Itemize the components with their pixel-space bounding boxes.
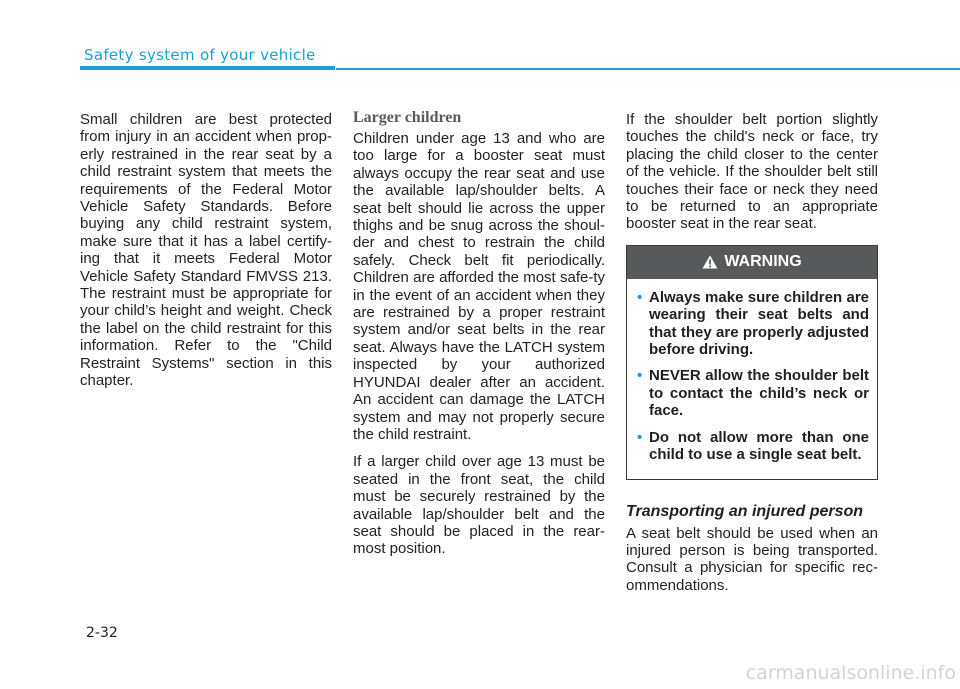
warning-item: • Do not allow more than one child to use a single seat belt. — [637, 428, 869, 464]
bullet-marker: • — [637, 428, 643, 446]
section-header-title: Safety system of your vehicle — [84, 46, 316, 64]
body-paragraph: Small children are best protected from injury in an accident when prop-erly restrained in the rear seat by a child restraint system that meets the requirements of the Federal Motor Vehicle Safety Standards. Before buying any child restraint system, make sure that it has a label certify-ing that it meets Federal Motor Vehicle Safety Standard FMVSS 213. The restraint must be appropriate for your child’s height and weight. Check the label on the child restraint for this information. Refer to the "Child Restraint Systems" section in this chapter. — [80, 111, 332, 390]
warning-list — [637, 289, 869, 464]
warning-box — [626, 245, 878, 480]
column-middle — [353, 109, 605, 568]
body-paragraph: A seat belt should be used when an injured person is being transported. Consult a physician for specific rec-ommendations. — [626, 524, 878, 594]
column-left — [80, 111, 332, 400]
warning-body — [627, 279, 877, 479]
header-rule-thin — [336, 68, 960, 70]
body-paragraph: Children under age 13 and who are too large for a booster seat must always occupy the rear seat and use the available lap/shoulder belts. A seat belt should lie across the upper thighs and be snug across the shoul-der and chest to restrain the child safely. Check belt fit periodically. Children are afforded the most safe-ty in the event of an accident when they are restrained by a proper restraint system and/or seat belts in the rear seat. Always have the LATCH system inspected by your authorized HYUNDAI dealer after an accident. An accident can damage the LATCH system and may not properly secure the child restraint. — [353, 130, 605, 443]
warning-header — [627, 246, 877, 279]
body-paragraph: If a larger child over age 13 must be seated in the front seat, the child must be securely restrained by the available lap/shoulder belt and the seat should be placed in the rear-most position. — [353, 453, 605, 558]
watermark: carmanualsonline.info — [745, 662, 956, 684]
header-rule-thick — [80, 66, 335, 70]
bullet-marker: • — [637, 288, 643, 306]
warning-item: • Always make sure children are wearing their seat belts and that they are properly adjusted before driving. — [637, 288, 869, 359]
page-number: 2-32 — [86, 625, 118, 641]
section-heading-larger-children: Larger children — [353, 109, 462, 126]
body-paragraph: If the shoulder belt portion slightly touches the child's neck or face, try placing the child closer to the center of the vehicle. If the shoulder belt still touches their face or neck they need to be returned to an appropriate booster seat in the rear seat. — [626, 111, 878, 233]
warning-item: • NEVER allow the shoulder belt to contact the child’s neck or face. — [637, 367, 869, 420]
warning-triangle-icon — [702, 255, 718, 269]
section-heading-transporting: Transporting an injured person — [626, 502, 864, 520]
warning-title: WARNING — [724, 253, 802, 271]
column-right — [626, 111, 878, 604]
bullet-marker: • — [637, 367, 643, 385]
